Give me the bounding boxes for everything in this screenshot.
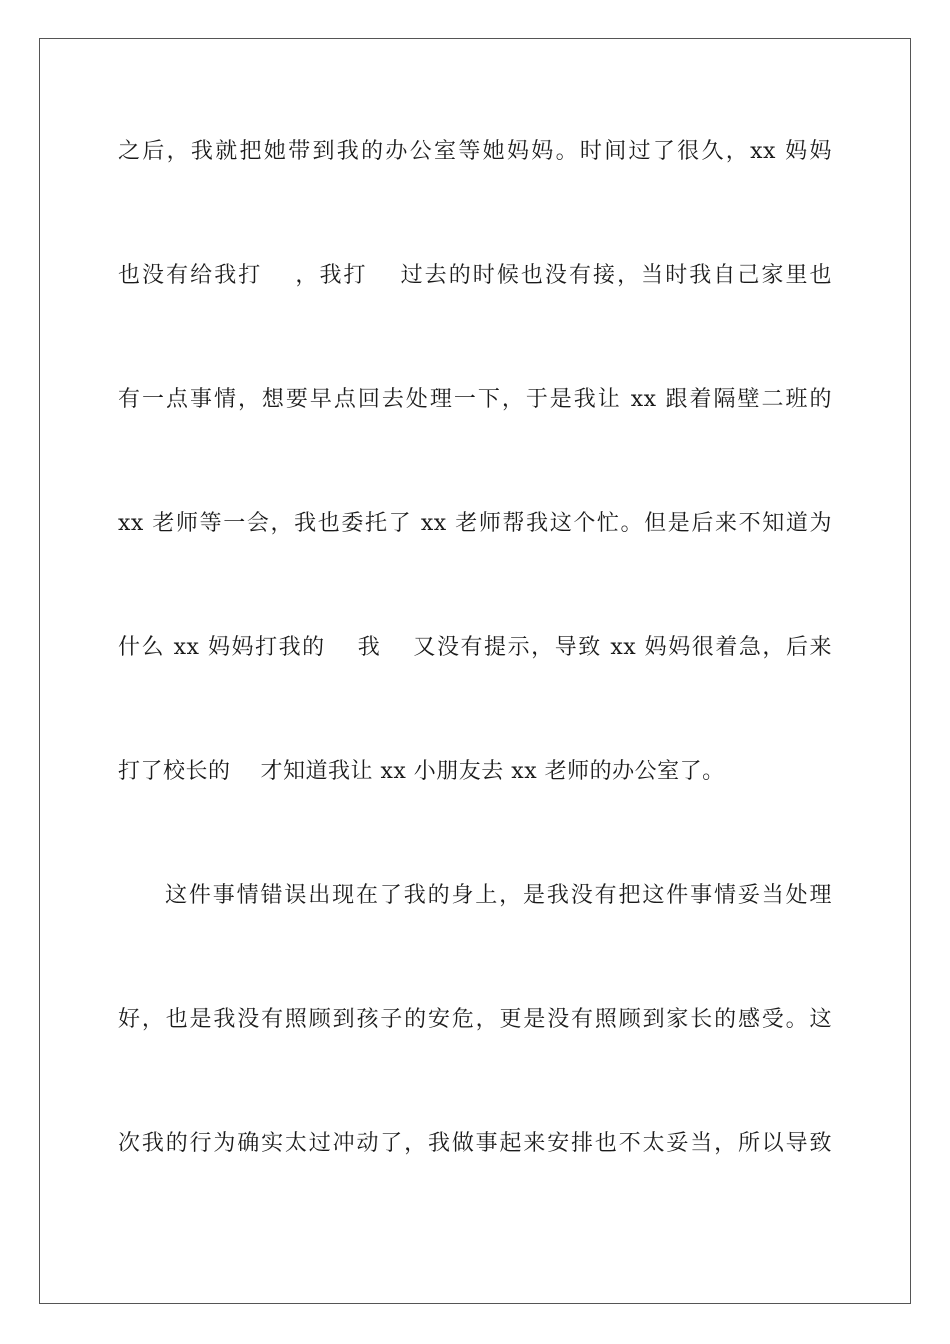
text-line: 打了校长的 才知道我让 xx 小朋友去 xx 老师的办公室了。 bbox=[118, 759, 725, 784]
text-line: 也没有给我打 ，我打 过去的时候也没有接，当时我自己家里也 bbox=[118, 263, 832, 288]
text-line: 次我的行为确实太过冲动了，我做事起来安排也不太妥当，所以导致 bbox=[118, 1131, 832, 1156]
text-line: 有一点事情，想要早点回去处理一下，于是我让 xx 跟着隔壁二班的 bbox=[118, 387, 832, 412]
text-line: 好，也是我没有照顾到孩子的安危，更是没有照顾到家长的感受。这 bbox=[118, 1007, 832, 1032]
text-line: xx 老师等一会，我也委托了 xx 老师帮我这个忙。但是后来不知道为 bbox=[118, 511, 832, 536]
text-line: 什么 xx 妈妈打我的 我 又没有提示，导致 xx 妈妈很着急，后来 bbox=[118, 635, 832, 660]
paragraph-first-line: 这件事情错误出现在了我的身上，是我没有把这件事情妥当处理 bbox=[165, 883, 832, 908]
text-line: 之后，我就把她带到我的办公室等她妈妈。时间过了很久，xx 妈妈 bbox=[118, 139, 832, 164]
page-frame bbox=[39, 38, 911, 1304]
